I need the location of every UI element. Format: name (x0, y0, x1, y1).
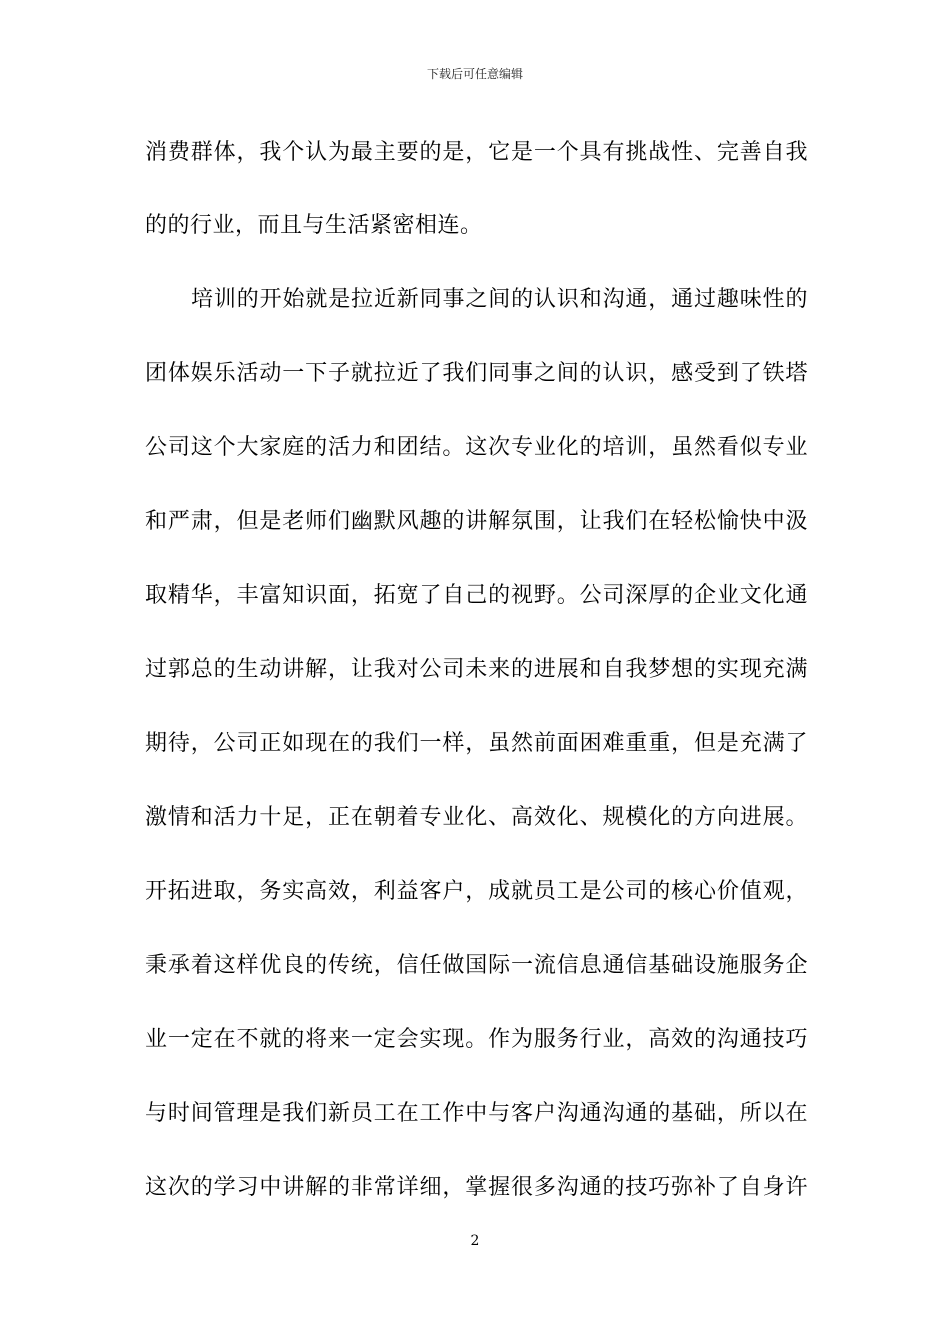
body-line: 团体娱乐活动一下子就拉近了我们同事之间的认识，感受到了铁塔 (145, 361, 808, 386)
body-line: 和严肃，但是老师们幽默风趣的讲解氛围，让我们在轻松愉快中汲 (145, 509, 808, 534)
body-line: 的的行业，而且与生活紧密相连。 (145, 213, 483, 238)
body-line: 业一定在不就的将来一定会实现。作为服务行业，高效的沟通技巧 (145, 1027, 808, 1052)
body-line: 这次的学习中讲解的非常详细，掌握很多沟通的技巧弥补了自身许 (145, 1175, 808, 1200)
body-line: 期待，公司正如现在的我们一样，虽然前面困难重重，但是充满了 (145, 731, 808, 756)
body-line-paragraph-start: 培训的开始就是拉近新同事之间的认识和沟通，通过趣味性的 (191, 287, 808, 312)
page-header: 下载后可任意编辑 (426, 67, 523, 81)
body-line: 消费群体，我个认为最主要的是，它是一个具有挑战性、完善自我 (145, 140, 808, 165)
body-line: 与时间管理是我们新员工在工作中与客户沟通沟通的基础，所以在 (145, 1101, 808, 1126)
body-line: 取精华，丰富知识面，拓宽了自己的视野。公司深厚的企业文化通 (145, 583, 808, 608)
body-line: 过郭总的生动讲解，让我对公司未来的进展和自我梦想的实现充满 (145, 657, 808, 682)
body-line: 开拓进取，务实高效，利益客户，成就员工是公司的核心价值观， (145, 879, 808, 904)
page-number: 2 (470, 1233, 480, 1249)
body-line: 激情和活力十足，正在朝着专业化、高效化、规模化的方向进展。 (145, 805, 808, 830)
body-line: 秉承着这样优良的传统，信任做国际一流信息通信基础设施服务企 (145, 953, 808, 978)
body-line: 公司这个大家庭的活力和团结。这次专业化的培训，虽然看似专业 (145, 435, 808, 460)
